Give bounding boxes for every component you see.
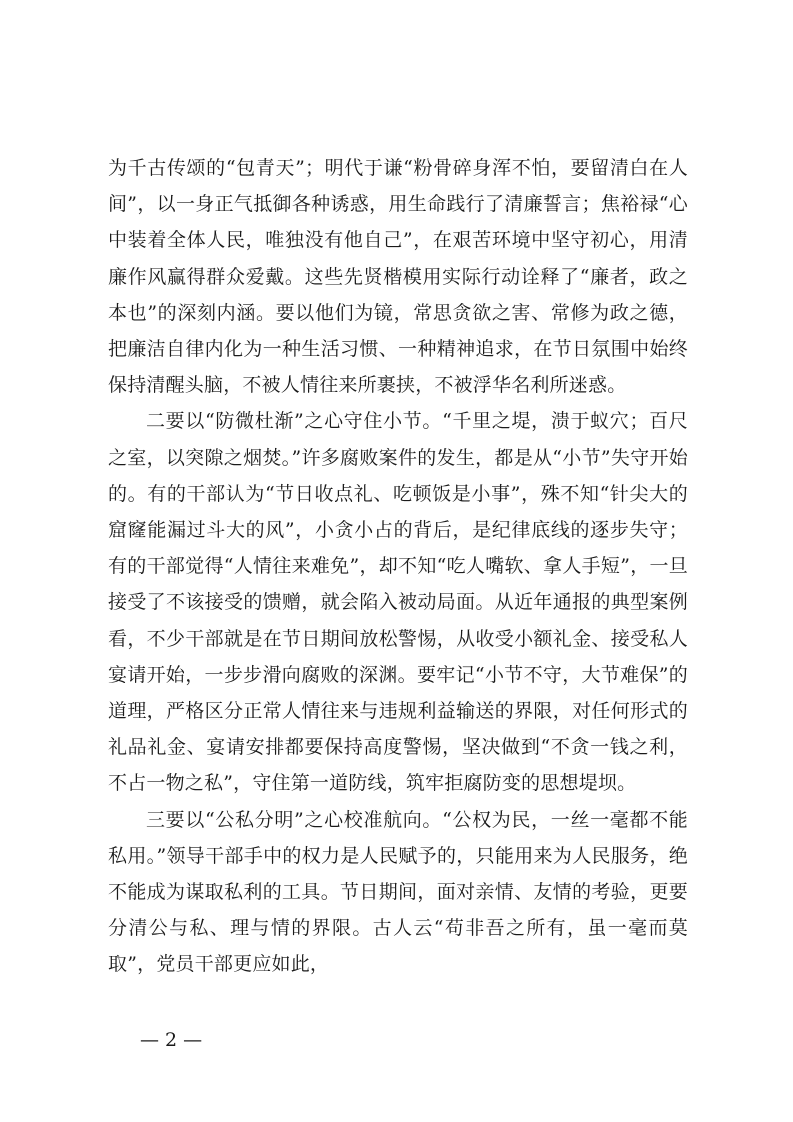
body-text: [108, 150, 688, 983]
paragraph-1: 为千古传颂的“包青天”；明代于谦“粉骨碎身浑不怕，要留清白在人间”，以一身正气抵御各种诱惑，用生命践行了清廉誓言；焦裕禄“心中装着全体人民，唯独没有他自己”，在艰苦环境中坚守初心，用清廉作风赢得群众爱戴。这些先贤楷模用实际行动诠释了“廉者，政之本也”的深刻内涵。要以他们为镜，常思贪欲之害、常修为政之德，把廉洁自律内化为一种生活习惯、一种精神追求，在节日氛围中始终保持清醒头脑，不被人情往来所裹挟，不被浮华名利所迷惑。: [108, 157, 688, 397]
paragraph-2: 二要以“防微杜渐”之心守住小节。“千里之堤，溃于蚁穴；百尺之室，以突隙之烟焚。”许多腐败案件的发生，都是从“小节”失守开始的。有的干部认为“节日收点礼、吃顿饭是小事”，殊不知“针尖大的窟窿能漏过斗大的风”，小贪小占的背后，是纪律底线的逐步失守；有的干部觉得“人情往来难免”，却不知“吃人嘴软、拿人手短”，一旦接受了不该接受的馈赠，就会陷入被动局面。从近年通报的典型案例看，不少干部就是在节日期间放松警惕，从收受小额礼金、接受私人宴请开始，一步步滑向腐败的深渊。要牢记“小节不守，大节难保”的道理，严格区分正常人情往来与违规利益输送的界限，对任何形式的礼品礼金、宴请安排都要保持高度警惕，坚决做到“不贪一钱之利，不占一物之私”，守住第一道防线，筑牢拒腐防变的思想堤坝。: [108, 410, 688, 795]
paragraph-3: 三要以“公私分明”之心校准航向。“公权为民，一丝一毫都不能私用。”领导干部手中的权力是人民赋予的，只能用来为人民服务，绝不能成为谋取私利的工具。节日期间，面对亲情、友情的考验，更要分清公与私、理与情的界限。古人云“苟非吾之所有，虽一毫而莫取”，党员干部更应如此，: [108, 808, 688, 976]
page-number: — 2 —: [140, 1029, 203, 1051]
